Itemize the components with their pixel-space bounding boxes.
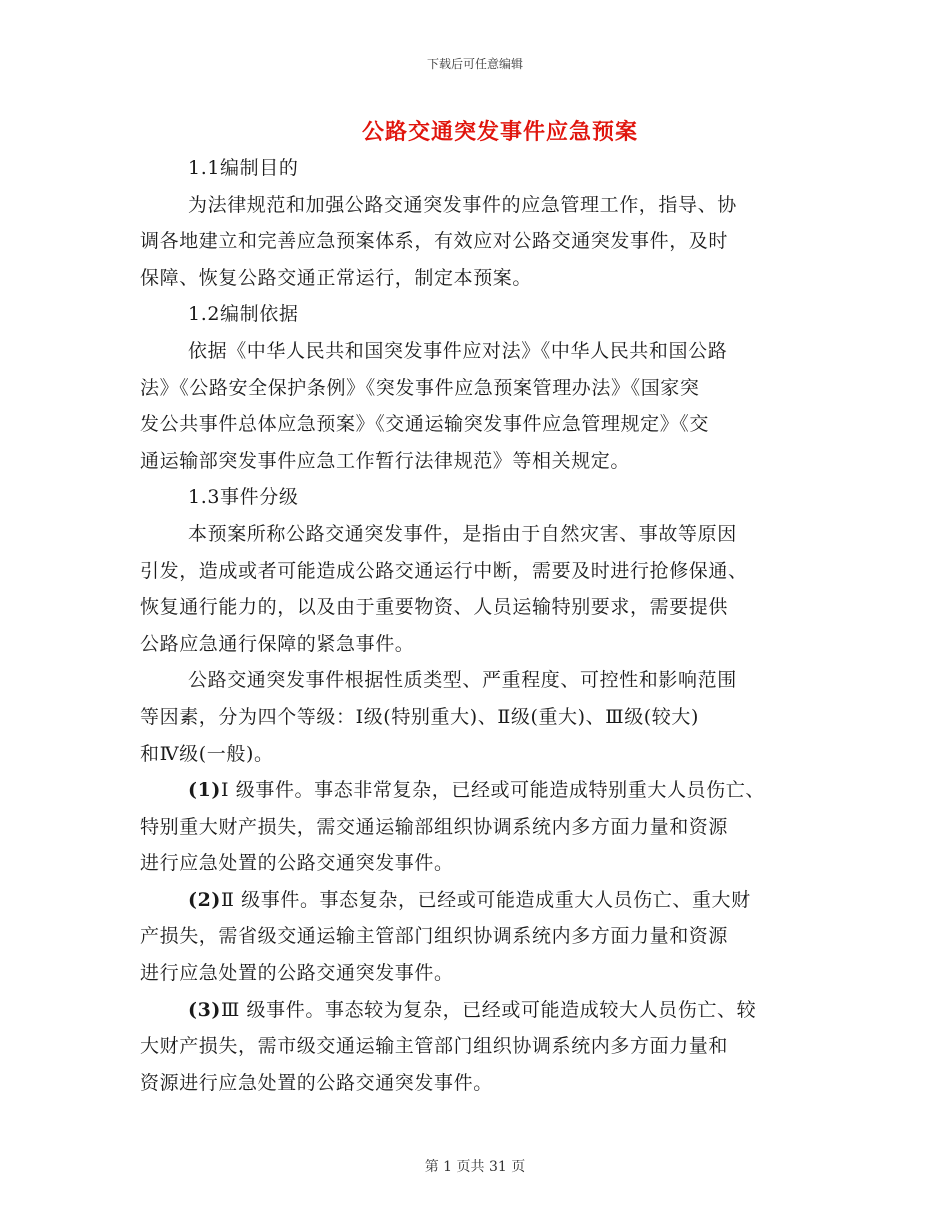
paragraph-line: 保障、恢复公路交通正常运行，制定本预案。 bbox=[140, 266, 533, 289]
level-1-item bbox=[140, 772, 812, 809]
paragraph-line: 产损失，需省级交通运输主管部门组织协调系统内多方面力量和资源 bbox=[140, 925, 729, 948]
paragraph-line: 本预案所称公路交通突发事件，是指由于自然灾害、事故等原因 bbox=[188, 522, 737, 545]
level-3-item bbox=[140, 992, 812, 1029]
section-heading-1-2: 1.2编制依据 bbox=[188, 303, 299, 326]
paragraph-text: Ⅲ 级事件。事态较为复杂，已经或可能造成较大人员伤亡、较 bbox=[221, 998, 757, 1021]
list-number: (3) bbox=[188, 998, 221, 1021]
paragraph-line: 法》《公路安全保护条例》《突发事件应急预案管理办法》《国家突 bbox=[140, 376, 700, 399]
paragraph-line: 引发，造成或者可能造成公路交通运行中断，需要及时进行抢修保通、 bbox=[140, 559, 748, 582]
paragraph-line: 进行应急处置的公路交通突发事件。 bbox=[140, 962, 454, 985]
section-heading-1-1: 1.1编制目的 bbox=[188, 157, 299, 179]
paragraph-line: 和Ⅳ级(一般)。 bbox=[140, 742, 274, 765]
paragraph-line: 调各地建立和完善应急预案体系，有效应对公路交通突发事件，及时 bbox=[140, 230, 729, 253]
paragraph-line: 特别重大财产损失，需交通运输部组织协调系统内多方面力量和资源 bbox=[140, 815, 729, 838]
list-number: (2) bbox=[188, 888, 221, 911]
document-title: 公路交通突发事件应急预案 bbox=[361, 119, 638, 145]
paragraph-line: 为法律规范和加强公路交通突发事件的应急管理工作，指导、协 bbox=[188, 193, 737, 216]
paragraph-line: 资源进行应急处置的公路交通突发事件。 bbox=[140, 1071, 493, 1094]
header-note: 下载后可任意编辑 bbox=[426, 57, 523, 71]
section-heading-1-3: 1.3事件分级 bbox=[188, 486, 299, 509]
level-2-item bbox=[140, 882, 812, 919]
paragraph-line: 大财产损失，需市级交通运输主管部门组织协调系统内多方面力量和 bbox=[140, 1035, 729, 1058]
list-number: (1) bbox=[188, 779, 221, 802]
page-footer: 第 1 页共 31 页 bbox=[424, 1159, 526, 1175]
paragraph-text: Ⅱ 级事件。事态复杂，已经或可能造成重大人员伤亡、重大财 bbox=[221, 888, 751, 911]
paragraph-line: 公路应急通行保障的紧急事件。 bbox=[140, 632, 415, 655]
document-body bbox=[140, 150, 812, 1101]
paragraph-text: Ⅰ 级事件。事态非常复杂，已经或可能造成特别重大人员伤亡、 bbox=[221, 779, 765, 802]
paragraph-line: 发公共事件总体应急预案》《交通运输突发事件应急管理规定》《交 bbox=[140, 413, 710, 436]
paragraph-line: 恢复通行能力的，以及由于重要物资、人员运输特别要求，需要提供 bbox=[140, 596, 729, 619]
paragraph-line: 公路交通突发事件根据性质类型、严重程度、可控性和影响范围 bbox=[188, 669, 737, 692]
paragraph-line: 通运输部突发事件应急工作暂行法律规范》等相关规定。 bbox=[140, 449, 631, 472]
paragraph-line: 依据《中华人民共和国突发事件应对法》《中华人民共和国公路 bbox=[188, 339, 728, 362]
paragraph-line: 进行应急处置的公路交通突发事件。 bbox=[140, 852, 454, 875]
paragraph-line: 等因素，分为四个等级：Ⅰ级(特别重大)、Ⅱ级(重大)、Ⅲ级(较大) bbox=[140, 705, 700, 728]
